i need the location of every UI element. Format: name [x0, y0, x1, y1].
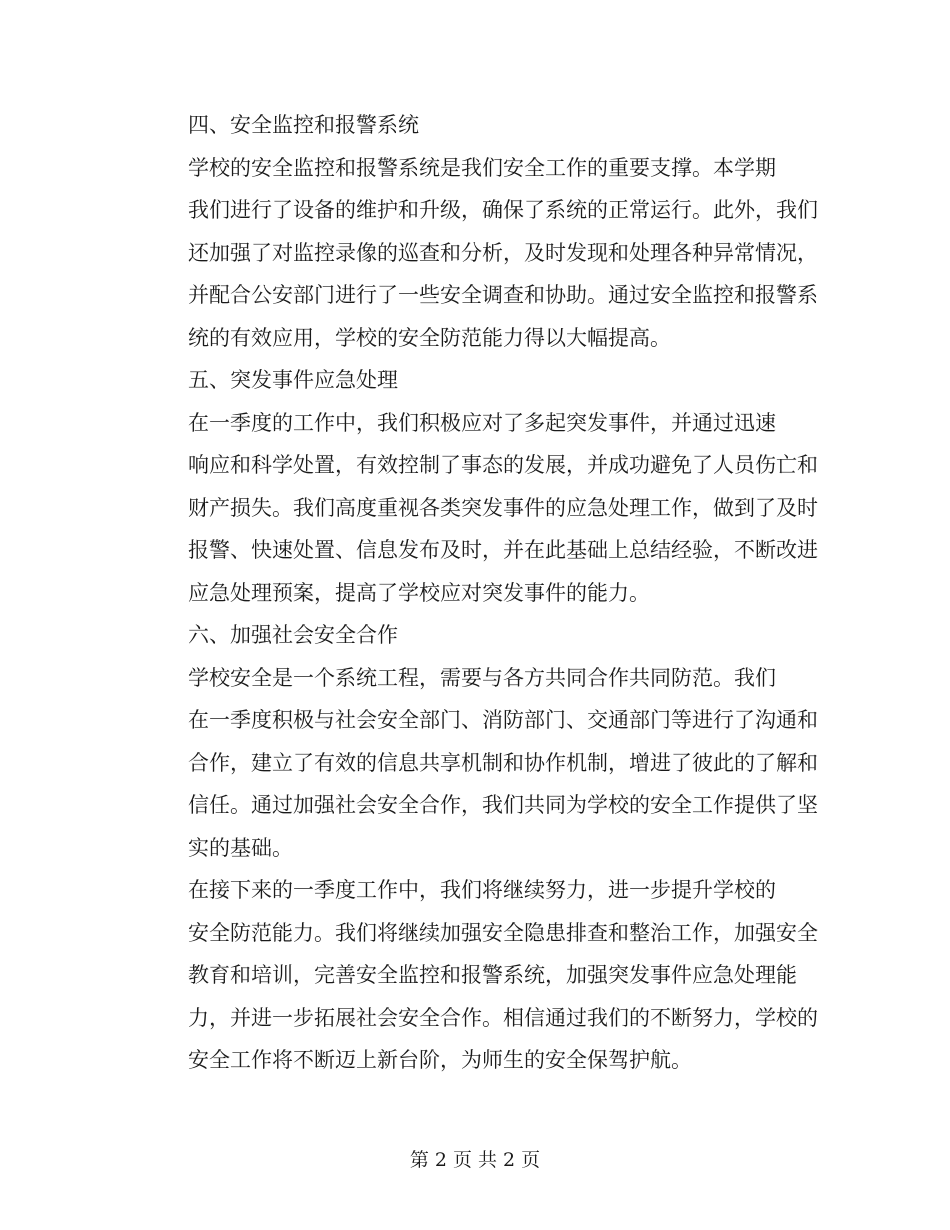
- paragraph-line: 财产损失。我们高度重视各类突发事件的应急处理工作，做到了及时: [188, 495, 818, 520]
- section-paragraph-5: [142, 402, 818, 615]
- paragraph-line: 响应和科学处置，有效控制了事态的发展，并成功避免了人员伤亡和: [188, 453, 818, 477]
- paragraph-line: 在一季度积极与社会安全部门、消防部门、交通部门等进行了沟通和: [188, 708, 818, 732]
- paragraph-line: 安全防范能力。我们将继续加强安全隐患排查和整治工作，加强安全: [188, 920, 818, 945]
- paragraph-line: 信任。通过加强社会安全合作，我们共同为学校的安全工作提供了坚: [188, 793, 818, 817]
- conclusion-paragraph: [142, 869, 818, 1082]
- paragraph-line: 我们进行了设备的维护和升级，确保了系统的正常运行。此外，我们: [188, 198, 818, 222]
- section-heading-6: 六、加强社会安全合作: [188, 623, 398, 647]
- section-heading-5: 五、突发事件应急处理: [188, 368, 398, 392]
- paragraph-line: 应急处理预案，提高了学校应对突发事件的能力。: [188, 580, 650, 605]
- paragraph-line: 统的有效应用，学校的安全防范能力得以大幅提高。: [188, 325, 671, 350]
- section-paragraph-4: [142, 147, 818, 360]
- paragraph-line: 在接下来的一季度工作中，我们将继续努力，进一步提升学校的: [188, 878, 776, 902]
- paragraph-line: 学校安全是一个系统工程，需要与各方共同合作共同防范。我们: [188, 665, 776, 690]
- paragraph-line: 学校的安全监控和报警系统是我们安全工作的重要支撑。本学期: [188, 155, 776, 180]
- paragraph-line: 实的基础。: [188, 835, 293, 860]
- paragraph-line: 合作，建立了有效的信息共享机制和协作机制，增进了彼此的了解和: [188, 750, 818, 775]
- paragraph-line: 还加强了对监控录像的巡查和分析，及时发现和处理各种异常情况，: [188, 240, 818, 265]
- paragraph-line: 教育和培训，完善安全监控和报警系统，加强突发事件应急处理能: [188, 963, 797, 987]
- paragraph-line: 并配合公安部门进行了一些安全调查和协助。通过安全监控和报警系: [188, 283, 818, 307]
- section-heading-4: 四、安全监控和报警系统: [188, 113, 419, 137]
- document-body: [142, 104, 818, 1082]
- paragraph-line: 在一季度的工作中，我们积极应对了多起突发事件，并通过迅速: [188, 410, 776, 435]
- section-paragraph-6: [142, 657, 818, 870]
- paragraph-line: 力，并进一步拓展社会安全合作。相信通过我们的不断努力，学校的: [188, 1005, 818, 1030]
- paragraph-line: 报警、快速处置、信息发布及时，并在此基础上总结经验，不断改进: [188, 538, 818, 562]
- paragraph-line: 安全工作将不断迈上新台阶，为师生的安全保驾护航。: [188, 1048, 692, 1072]
- page-number-footer: 第 2 页 共 2 页: [409, 1149, 541, 1171]
